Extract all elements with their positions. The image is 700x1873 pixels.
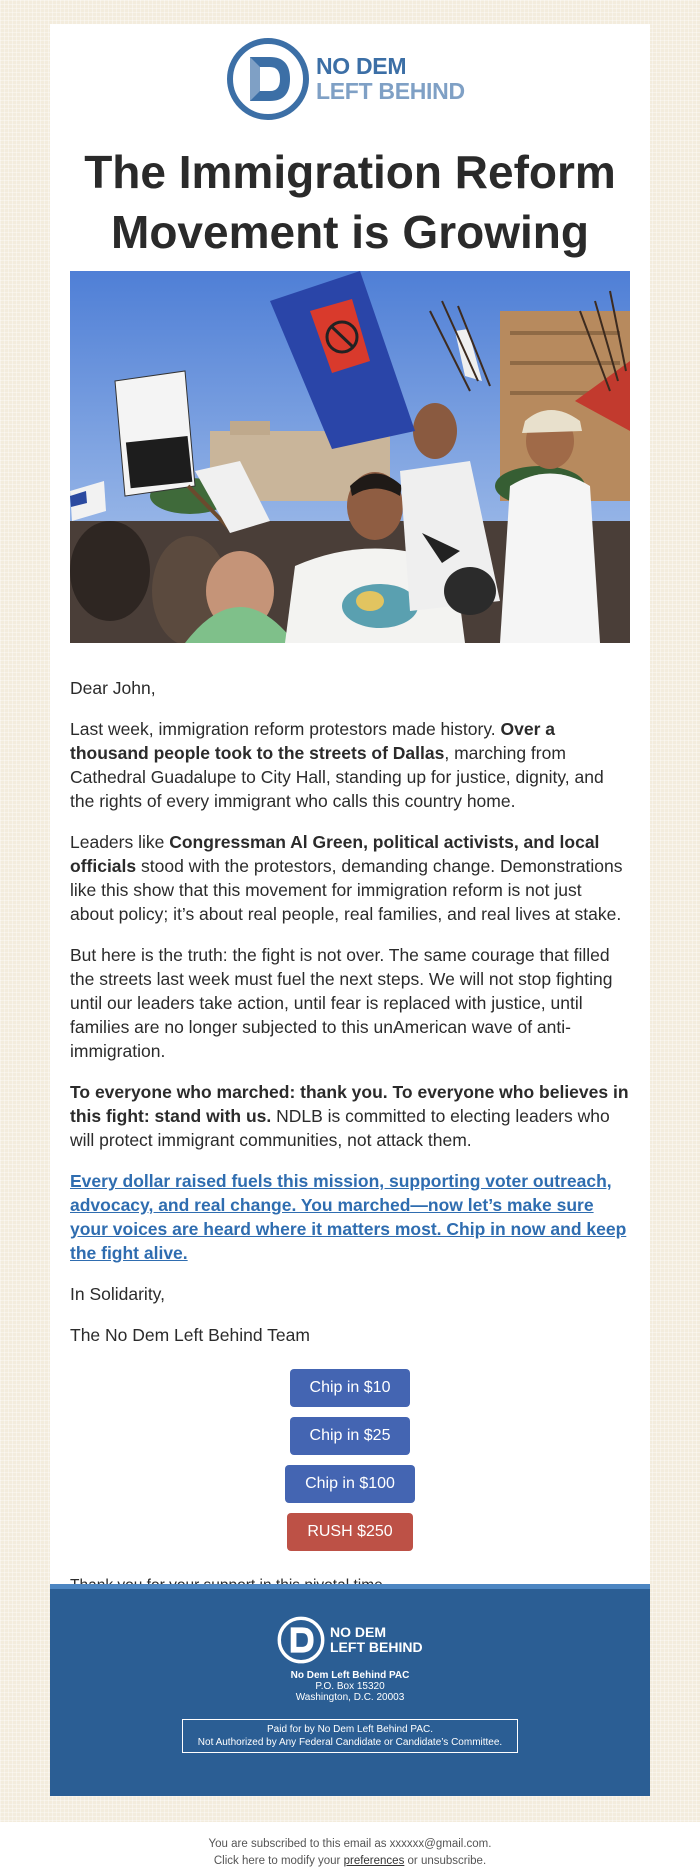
paid-for-disclaimer bbox=[182, 1719, 518, 1753]
subscription-notice bbox=[0, 1822, 700, 1873]
chip-in-10-button[interactable]: Chip in $10 bbox=[290, 1369, 410, 1407]
p4-bold: To everyone who marched: thank you. To everyone who believes in this fight: stand with us. bbox=[70, 1082, 629, 1126]
signature: The No Dem Left Behind Team bbox=[70, 1325, 310, 1345]
headline-line-1: The Immigration Reform bbox=[84, 146, 616, 198]
paragraph-1 bbox=[70, 717, 630, 813]
footer bbox=[50, 1584, 650, 1796]
rush-250-button[interactable]: RUSH $250 bbox=[287, 1513, 413, 1551]
sub-text-end: or unsubscribe. bbox=[404, 1855, 487, 1867]
donate-link[interactable]: Every dollar raised fuels this mission, supporting voter outreach, advocacy, and real change. You marched—now let’s make sure your voices are heard where it matters most. Chip in now and keep the fight alive. bbox=[70, 1171, 627, 1263]
paragraph-3: But here is the truth: the fight is not over. The same courage that filled the streets last week must fuel the next steps. We will not stop fighting until our leaders take action, until fear is replaced with justice, until families are no longer subjected to this unAmerican wave of anti-immigration. bbox=[70, 945, 613, 1061]
footer-address bbox=[50, 1670, 650, 1703]
footer-org: No Dem Left Behind PAC bbox=[290, 1670, 410, 1681]
footer-brand-name bbox=[330, 1625, 423, 1655]
p1-text: Last week, immigration reform protestors made history. bbox=[70, 719, 501, 739]
headline bbox=[50, 142, 650, 262]
footer-logo[interactable] bbox=[277, 1615, 437, 1665]
ndlb-logo-icon bbox=[226, 37, 310, 121]
hero-photo bbox=[70, 271, 630, 643]
headline-line-2: Movement is Growing bbox=[111, 206, 589, 258]
brand-name bbox=[316, 54, 465, 104]
chip-in-100-button[interactable]: Chip in $100 bbox=[285, 1465, 415, 1503]
paid-line-1: Paid for by No Dem Left Behind PAC. bbox=[266, 1724, 433, 1735]
footer-city: Washington, D.C. 20003 bbox=[295, 1692, 405, 1703]
p2-bold: Congressman Al Green, political activists, and local officials bbox=[70, 832, 600, 876]
paid-line-2: Not Authorized by Any Federal Candidate or Candidate’s Committee. bbox=[197, 1737, 503, 1748]
footer-ndlb-logo-icon bbox=[277, 1616, 325, 1664]
greeting: Dear John, bbox=[70, 678, 156, 698]
signoff: In Solidarity, bbox=[70, 1284, 165, 1304]
sub-text: Click here to modify your bbox=[213, 1855, 344, 1867]
subscription-line-1: You are subscribed to this email as xxxxxx@gmail.com. bbox=[208, 1838, 492, 1850]
letter-body bbox=[70, 676, 630, 1364]
p4-text: NDLB is committed to electing leaders who will protect immigrant communities, not attack them. bbox=[70, 1106, 610, 1150]
donate-link-paragraph bbox=[70, 1169, 630, 1265]
p1-text-end: , marching from Cathedral Guadalupe to City Hall, standing up for justice, dignity, and the rights of every immigrant who calls this country home. bbox=[70, 743, 604, 811]
donation-buttons bbox=[50, 1369, 650, 1561]
email-card bbox=[50, 24, 650, 1584]
brand-line-1: NO DEM bbox=[316, 53, 407, 79]
paragraph-2 bbox=[70, 830, 630, 926]
preferences-link[interactable]: preferences bbox=[343, 1855, 405, 1867]
brand-logo[interactable] bbox=[226, 36, 476, 122]
footer-brand-line-1: NO DEM bbox=[330, 1624, 386, 1640]
subscription-line-2 bbox=[0, 1853, 700, 1870]
p2-text-end: stood with the protestors, demanding change. Demonstrations like this show that this movement for immigration reform is not just about policy; it’s about real people, real families, and real lives at stake. bbox=[70, 856, 623, 924]
brand-line-2: LEFT BEHIND bbox=[316, 78, 465, 104]
protest-photo-illustration bbox=[70, 271, 630, 643]
chip-in-25-button[interactable]: Chip in $25 bbox=[290, 1417, 410, 1455]
footer-po-box: P.O. Box 15320 bbox=[315, 1681, 385, 1692]
p2-text: Leaders like bbox=[70, 832, 170, 852]
paragraph-4 bbox=[70, 1080, 630, 1152]
p1-bold: Over a thousand people took to the streets of Dallas bbox=[70, 719, 556, 763]
footer-brand-line-2: LEFT BEHIND bbox=[330, 1639, 423, 1655]
